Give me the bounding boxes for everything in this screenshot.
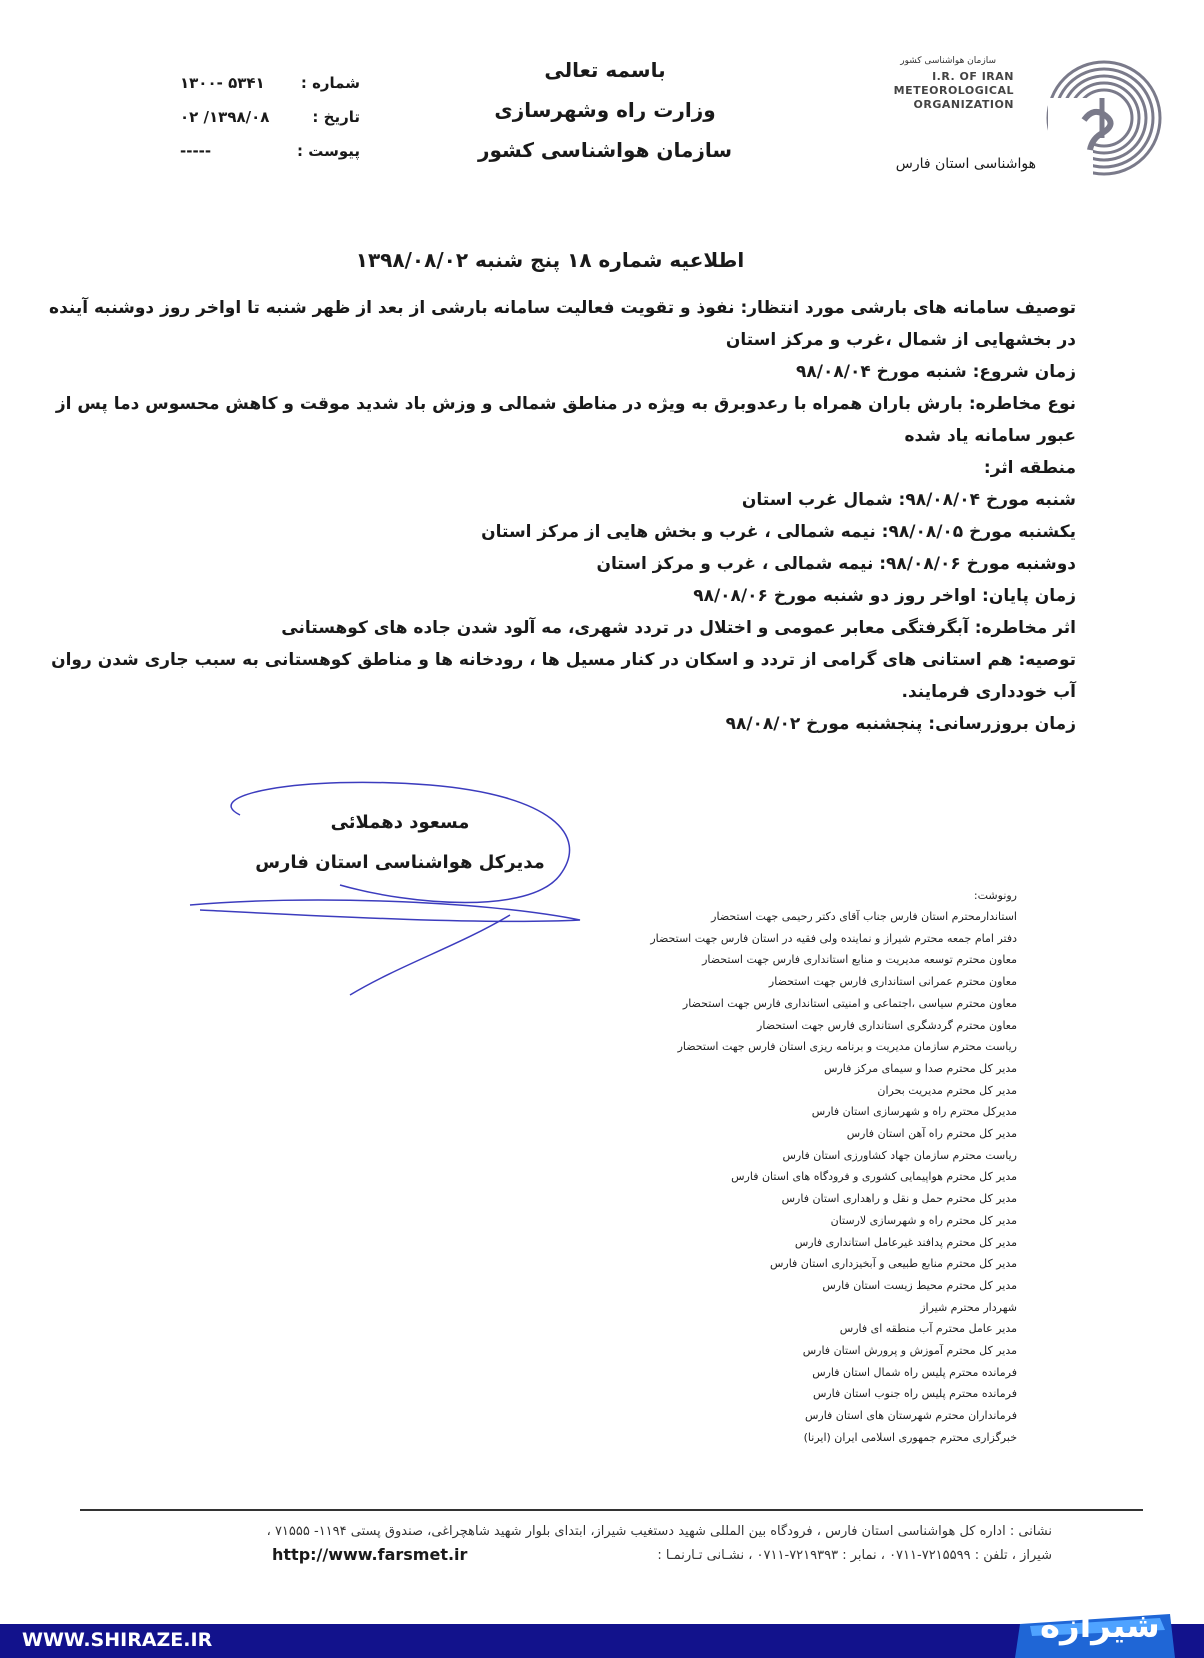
header-line-3: سازمان هواشناسی کشور [477,138,733,162]
notice-line: آب خودداری فرمایند. [901,682,1076,702]
notice-line: شنبه مورخ ۹۸/۰۸/۰۴: شمال غرب استان [741,490,1076,510]
notice-line: عبور سامانه یاد شده [904,426,1076,446]
cc-item: مدیر کل محترم منابع طبیعی و آبخیزداری استان فارس [769,1257,1017,1271]
notice-line: در بخشهایی از شمال ،غرب و مرکز استان [725,330,1076,350]
cc-item: شهردار محترم شیراز [920,1300,1017,1314]
cc-item: معاون محترم توسعه مدیریت و منابع استانداری فارس جهت استحضار [702,953,1017,967]
watermark-logo-text: شیرازه [1040,1606,1160,1646]
notice-line: نوع مخاطره: بارش باران همراه با رعدوبرق به ویژه در مناطق شمالی و وزش باد شدید موقت و کاهش محسوس دما پس از [55,394,1076,414]
notice-line: توصیف سامانه های بارشی مورد انتظار: نفوذ و تقویت فعالیت سامانه بارشی از بعد از ظهر شنبه تا اواخر روز دوشنبه آینده [49,298,1076,318]
org-name-en [894,70,1014,112]
cc-item: مدیر کل محترم حمل و نقل و راهداری استان فارس [781,1192,1017,1206]
header-line-2: وزارت راه وشهرسازی [494,98,716,122]
notice-line: توصیه: هم استانی های گرامی از تردد و اسکان در کنار مسیل ها ، رودخانه ها و مناطق کوهستانی به سبب جاری شدن روان [51,650,1076,670]
org-en-line: ORGANIZATION [913,98,1014,111]
notice-body [49,292,1076,740]
watermark-site-url: WWW.SHIRAZE.IR [22,1629,213,1651]
cc-list [477,886,1017,1449]
footer-address [72,1520,1052,1568]
letter-date [180,100,360,134]
cc-item: استاندارمحترم استان فارس جناب آقای دکتر رحیمی جهت استحضار [711,910,1017,923]
meteorological-logo-icon [1044,58,1164,178]
cc-item: فرمانده محترم پلیس راه شمال استان فارس [812,1365,1017,1379]
cc-item: فرمانده محترم پلیس راه جنوب استان فارس [812,1387,1017,1401]
meta-value: ۱۳۹۸/۰۸/ ۰۲ [180,108,270,126]
cc-item: خبرگزاری محترم جمهوری اسلامی ایران (ایرنا) [803,1430,1017,1444]
notice-line: زمان شروع: شنبه مورخ ۹۸/۰۸/۰۴ [796,362,1076,382]
cc-item: مدیر کل محترم آموزش و پرورش استان فارس [802,1344,1017,1358]
cc-item: مدیر عامل محترم آب منطقه ای فارس [839,1322,1017,1336]
signatory-name: مسعود دهملائی [330,812,470,833]
notice-line: دوشنبه مورخ ۹۸/۰۸/۰۶: نیمه شمالی ، غرب و مرکز استان [596,554,1076,574]
letterhead-center [440,50,770,170]
meta-value: ۵۳۴۱ -۱۳۰۰ [180,74,265,92]
org-en-line: METEOROLOGICAL [893,84,1014,97]
footer-website-link[interactable]: http://www.farsmet.ir [272,1545,468,1564]
cc-item: معاون محترم سیاسی ،اجتماعی و امنیتی استانداری فارس جهت استحضار [682,996,1017,1010]
footer-address-line: نشانی : اداره کل هواشناسی استان فارس ، فرودگاه بین المللی شهید دستغیب شیراز، ابتدای بلوار شهید شاهچراغی، صندوق پستی ۱۱۹۴- ۷۱۵۵۵ ، [266,1524,1052,1539]
cc-item: فرمانداران محترم شهرستان های استان فارس [804,1409,1017,1423]
notice-line: زمان بروزرسانی: پنجشنبه مورخ ۹۸/۰۸/۰۲ [725,714,1076,734]
notice-line: اثر مخاطره: آبگرفتگی معابر عمومی و اختلال در تردد شهری، مه آلود شدن جاده های کوهستانی [281,618,1076,638]
org-en-line: I.R. OF IRAN [932,70,1014,83]
notice-line: منطقه اثر: [983,458,1076,478]
cc-item: مدیر کل محترم پدافند غیرعامل استانداری فارس [794,1235,1017,1249]
cc-item: معاون محترم عمرانی استانداری فارس جهت استحضار [768,975,1017,989]
meta-label: پیوست : [296,142,360,160]
cc-item: ریاست محترم سازمان مدیریت و برنامه ریزی استان فارس جهت استحضار [677,1040,1017,1054]
cc-item: مدیر کل محترم راه آهن استان فارس [846,1127,1017,1141]
cc-item: دفتر امام جمعه محترم شیراز و نماینده ولی فقیه در استان فارس جهت استحضار [650,931,1017,945]
meta-label: تاریخ : [312,108,360,126]
footer-address-line: شیراز ، تلفن : ۷۲۱۵۵۹۹-۰۷۱۱ ، نمابر : ۷۲۱۹۳۹۳-۰۷۱۱ ، نشـانی تـارنمـا : [657,1548,1052,1563]
cc-item: مدیرکل محترم راه و شهرسازی استان فارس [811,1105,1017,1119]
notice-line: زمان پایان: اواخر روز دو شنبه مورخ ۹۸/۰۸/۰۶ [693,586,1076,606]
cc-item: معاون محترم گردشگری استانداری فارس جهت استحضار [757,1018,1017,1032]
cc-heading: رونوشت: [973,889,1017,902]
signatory-title: مدیرکل هواشناسی استان فارس [255,852,545,873]
cc-item: مدیر کل محترم هواپیمایی کشوری و فرودگاه های استان فارس [731,1170,1017,1184]
cc-item: ریاست محترم سازمان جهاد کشاورزی استان فارس [782,1148,1017,1162]
org-name-fa-small: سازمان هواشناسی کشور [900,56,996,66]
cc-item: مدیر کل محترم محیط زیست استان فارس [822,1278,1017,1292]
letter-meta [180,66,360,168]
letter-attachment [180,134,360,168]
province-office: هواشناسی استان فارس [895,156,1036,172]
cc-item: مدیر کل محترم مدیریت بحران [877,1083,1017,1097]
cc-item: مدیر کل محترم صدا و سیمای مرکز فارس [824,1061,1017,1075]
letter-number [180,66,360,100]
cc-item: مدیر کل محترم راه و شهرسازی لارستان [830,1213,1017,1227]
header-line-1: باسمه تعالی [544,58,666,82]
meta-label: شماره : [300,74,360,92]
footer-divider [80,1509,1143,1511]
notice-line: یکشنبه مورخ ۹۸/۰۸/۰۵: نیمه شمالی ، غرب و بخش هایی از مرکز استان [481,522,1076,542]
meta-value: ----- [180,142,212,160]
notice-title: اطلاعیه شماره ۱۸ پنج شنبه ۱۳۹۸/۰۸/۰۲ [355,248,745,272]
org-block [864,48,1164,188]
